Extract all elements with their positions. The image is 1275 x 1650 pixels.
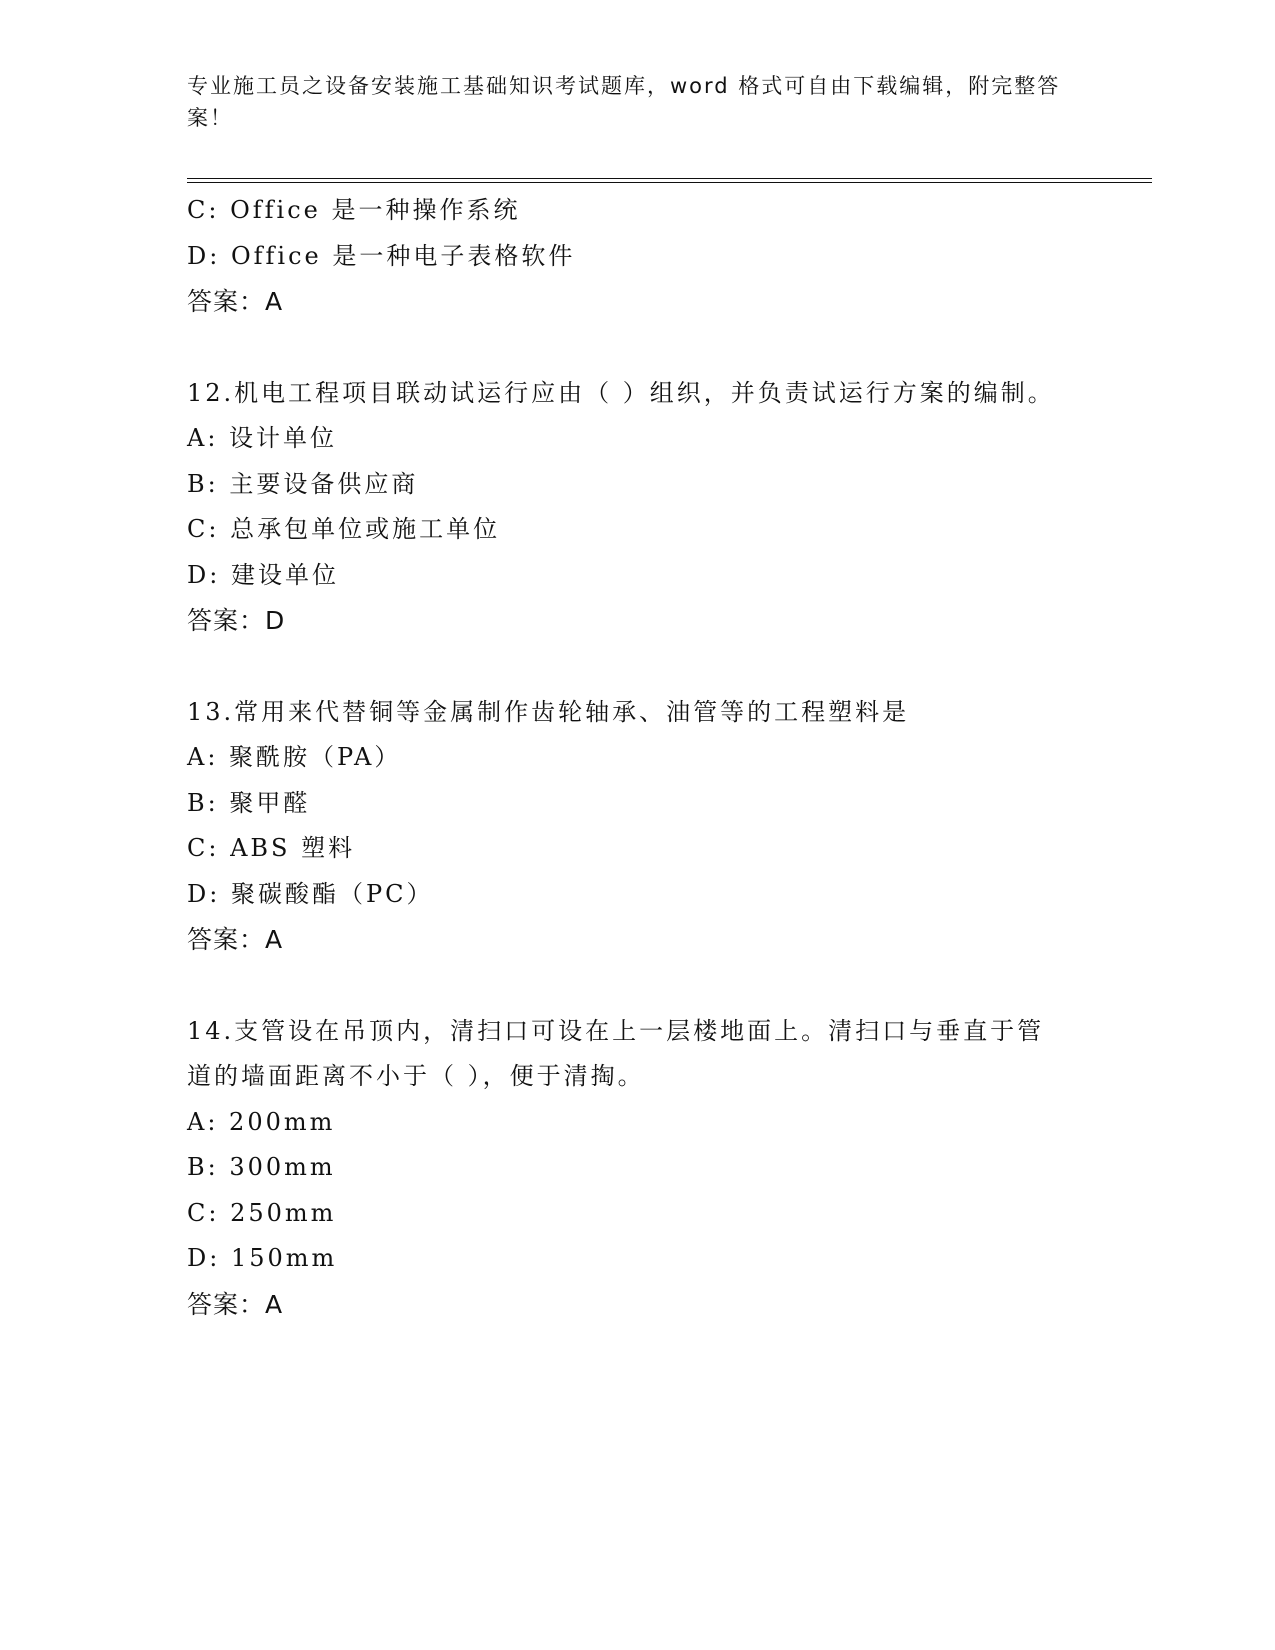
option-a: A: 200mm bbox=[187, 1107, 336, 1136]
option-c: C: Office 是一种操作系统 bbox=[187, 196, 521, 224]
option-d: D: 建设单位 bbox=[187, 560, 339, 589]
option-b: B: 300mm bbox=[187, 1153, 336, 1181]
question-text: 12.机电工程项目联动试运行应由（ ）组织，并负责试运行方案的编制。 bbox=[187, 378, 1055, 407]
question-text: 13.常用来代替铜等金属制作齿轮轴承、油管等的工程塑料是 bbox=[187, 697, 910, 726]
option-d: D: Office 是一种电子表格软件 bbox=[187, 241, 576, 270]
option-c: C: 250mm bbox=[187, 1198, 337, 1227]
document-header: 专业施工员之设备安装施工基础知识考试题库，word 格式可自由下载编辑，附完整答案！ bbox=[187, 74, 1061, 130]
option-b: B: 主要设备供应商 bbox=[187, 469, 419, 498]
answer-line: 答案：A bbox=[187, 287, 284, 316]
option-a: A: 设计单位 bbox=[187, 424, 338, 452]
option-c: C: ABS 塑料 bbox=[187, 834, 356, 862]
document-body bbox=[187, 188, 1067, 1327]
option-d: D: 聚碳酸酯（PC） bbox=[187, 879, 434, 908]
question-block-13 bbox=[187, 690, 1067, 963]
option-b: B: 聚甲醛 bbox=[187, 788, 311, 817]
spacer bbox=[187, 644, 1067, 690]
question-block-11 bbox=[187, 188, 1067, 325]
option-c: C: 总承包单位或施工单位 bbox=[187, 515, 501, 543]
answer-line: 答案：A bbox=[187, 1289, 284, 1319]
question-block-12 bbox=[187, 371, 1067, 644]
spacer bbox=[187, 325, 1067, 371]
spacer bbox=[187, 963, 1067, 1009]
option-d: D: 150mm bbox=[187, 1244, 338, 1272]
question-block-14 bbox=[187, 1009, 1067, 1328]
header-rule-bottom bbox=[187, 182, 1152, 183]
option-a: A: 聚酰胺（PA） bbox=[187, 743, 402, 771]
answer-line: 答案：A bbox=[187, 925, 284, 954]
question-text: 14.支管设在吊顶内，清扫口可设在上一层楼地面上。清扫口与垂直于管道的墙面距离不小于（ ），便于清掏。 bbox=[187, 1016, 1045, 1090]
answer-line: 答案：D bbox=[187, 606, 286, 635]
header-rule-top bbox=[187, 178, 1152, 179]
